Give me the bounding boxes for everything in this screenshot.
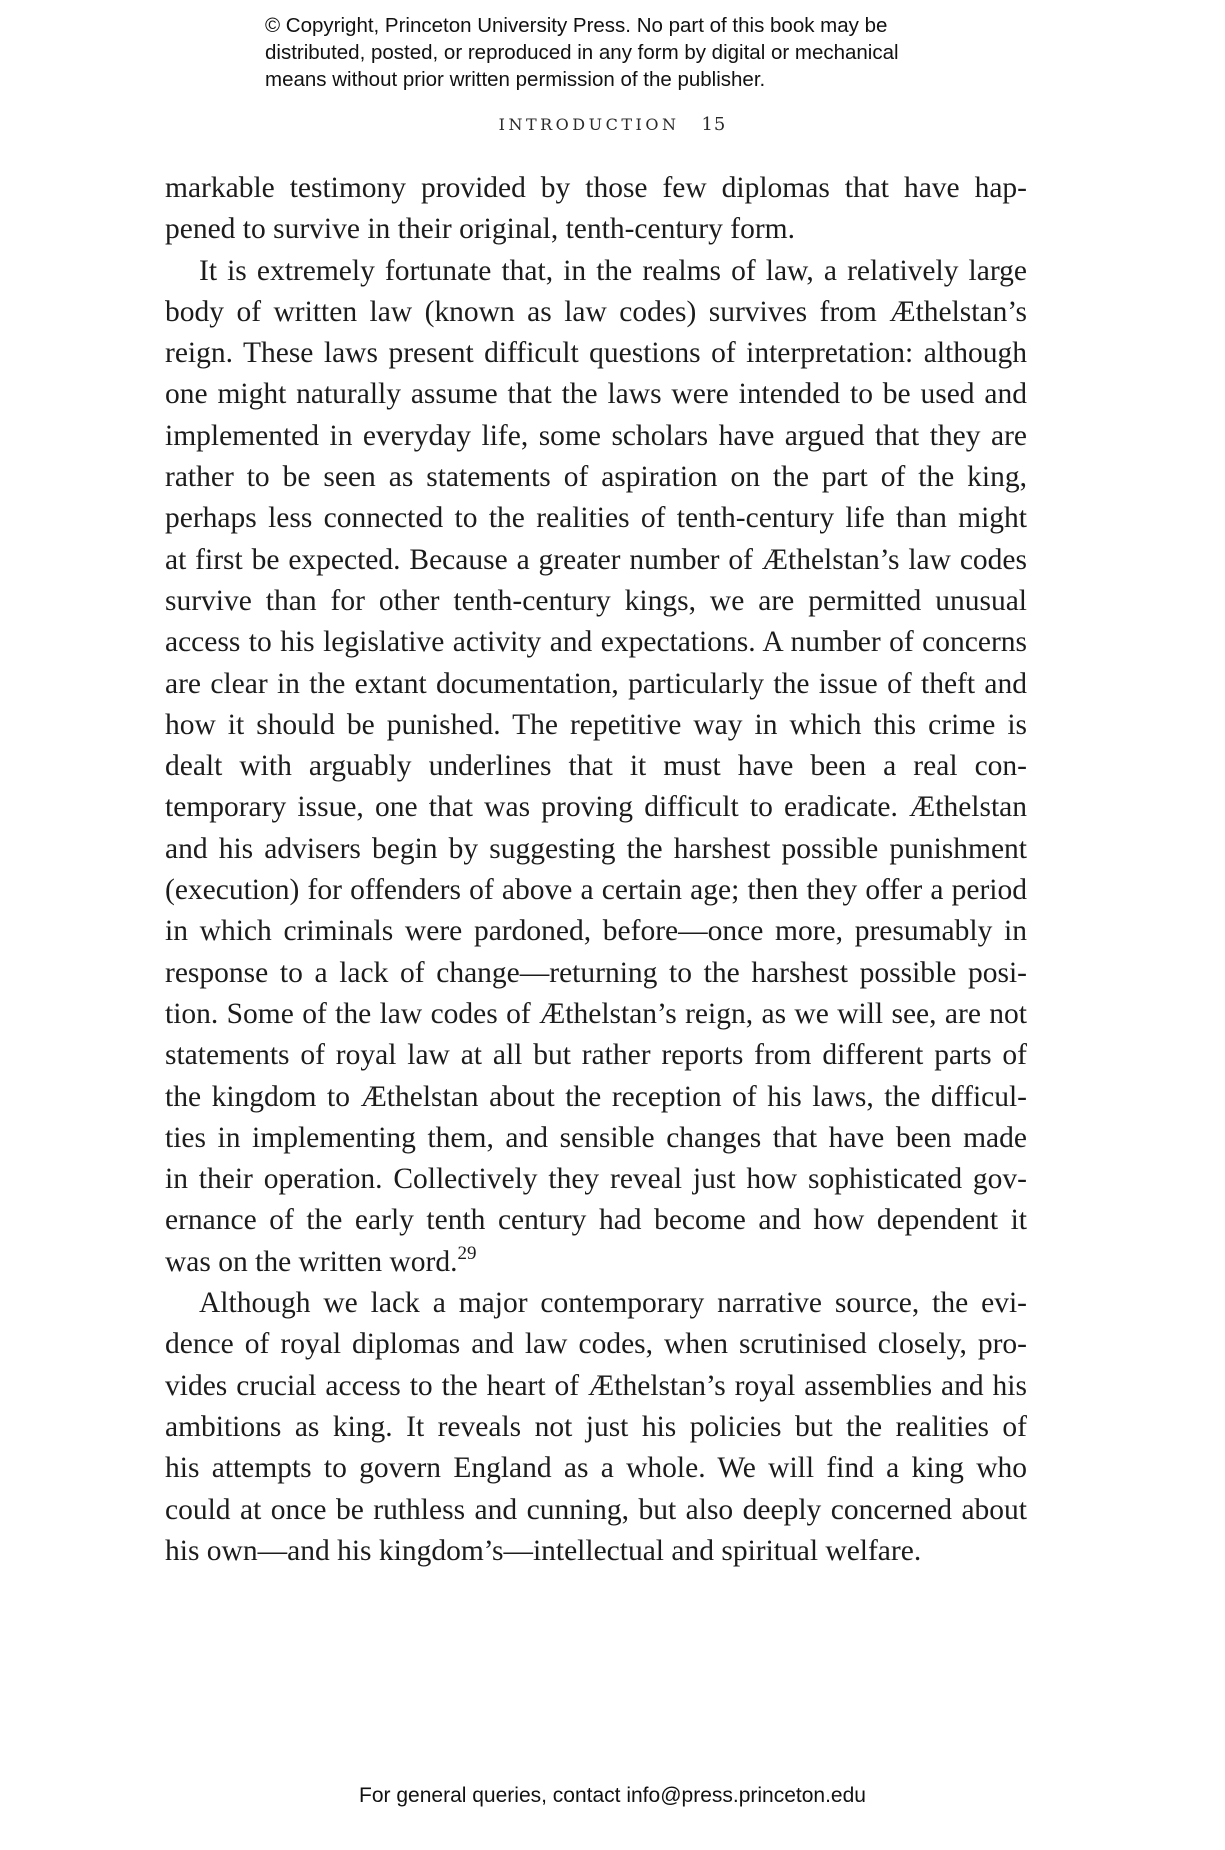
text-line: survive than for other tenth-century kings, we are permitted unusual	[165, 584, 1027, 617]
text-line: statements of royal law at all but rather reports from different parts of	[165, 1039, 1027, 1072]
copyright-line: © Copyright, Princeton University Press. No part of this book may be	[265, 14, 888, 37]
text-line: vides crucial access to the heart of Æthelstan’s royal assemblies and his	[165, 1369, 1027, 1402]
text-line-with-note	[165, 1242, 1027, 1283]
text-line: markable testimony provided by those few diplomas that have hap-	[165, 172, 1027, 204]
text-line: and his advisers begin by suggesting the harshest possible punishment	[165, 832, 1027, 865]
text-line: one might naturally assume that the laws were intended to be used and	[165, 378, 1027, 411]
running-head-section: INTRODUCTION	[498, 115, 680, 134]
text-line: in their operation. Collectively they reveal just how sophisticated gov-	[165, 1163, 1027, 1196]
text-line: in which criminals were pardoned, before—once more, presumably in	[165, 915, 1027, 948]
text-line: body of written law (known as law codes) survives from Æthelstan’s	[165, 295, 1027, 328]
paragraph-law-codes	[165, 251, 1027, 1283]
text-line: could at once be ruthless and cunning, but also deeply concerned about	[165, 1493, 1027, 1526]
text-line: his own—and his kingdom’s—intellectual and spiritual welfare.	[165, 1534, 922, 1567]
text-line: tion. Some of the law codes of Æthelstan’s reign, as we will see, are not	[165, 997, 1027, 1030]
body-text	[165, 168, 1027, 1572]
text-line: rather to be seen as statements of aspiration on the part of the king,	[165, 461, 1027, 494]
copyright-line: means without prior written permission of the publisher.	[265, 68, 766, 91]
running-head	[0, 114, 1225, 135]
page-number: 15	[701, 114, 727, 135]
text-line: the kingdom to Æthelstan about the reception of his laws, the difficul-	[165, 1080, 1027, 1113]
copyright-line: distributed, posted, or reproduced in any form by digital or mechanical	[265, 41, 899, 64]
text-line: temporary issue, one that was proving difficult to eradicate. Æthelstan	[165, 791, 1027, 824]
paragraph-continued	[165, 168, 1027, 251]
text-line: his attempts to govern England as a whole. We will find a king who	[165, 1452, 1027, 1485]
text-line: was on the written word.	[165, 1245, 458, 1278]
text-line: Although we lack a major contemporary narrative source, the evi-	[199, 1287, 1027, 1320]
paragraph-conclusion	[165, 1283, 1027, 1572]
footnote-reference[interactable]: 29	[457, 1242, 477, 1264]
text-line: access to his legislative activity and expectations. A number of concerns	[165, 626, 1027, 659]
text-line: dence of royal diplomas and law codes, when scrutinised closely, pro-	[165, 1328, 1027, 1361]
contact-footer: For general queries, contact info@press.princeton.edu	[359, 1784, 866, 1807]
text-line: implemented in everyday life, some scholars have argued that they are	[165, 419, 1027, 452]
copyright-notice	[265, 12, 1025, 93]
text-line: response to a lack of change—returning to the harshest possible posi-	[165, 956, 1027, 989]
text-line: dealt with arguably underlines that it must have been a real con-	[165, 750, 1027, 783]
text-line: It is extremely fortunate that, in the realms of law, a relatively large	[199, 254, 1027, 287]
text-line: (execution) for offenders of above a certain age; then they offer a period	[165, 874, 1027, 907]
text-line: at first be expected. Because a greater number of Æthelstan’s law codes	[165, 543, 1027, 576]
text-line: pened to survive in their original, tenth-century form.	[165, 213, 795, 246]
text-line: ties in implementing them, and sensible changes that have been made	[165, 1121, 1027, 1154]
text-line: perhaps less connected to the realities of tenth-century life than might	[165, 502, 1027, 535]
text-line: how it should be punished. The repetitive way in which this crime is	[165, 708, 1027, 741]
text-line: ambitions as king. It reveals not just his policies but the realities of	[165, 1410, 1027, 1443]
text-line: reign. These laws present difficult questions of interpretation: although	[165, 337, 1027, 370]
text-line: are clear in the extant documentation, particularly the issue of theft and	[165, 667, 1027, 700]
text-line: ernance of the early tenth century had become and how dependent it	[165, 1204, 1027, 1237]
